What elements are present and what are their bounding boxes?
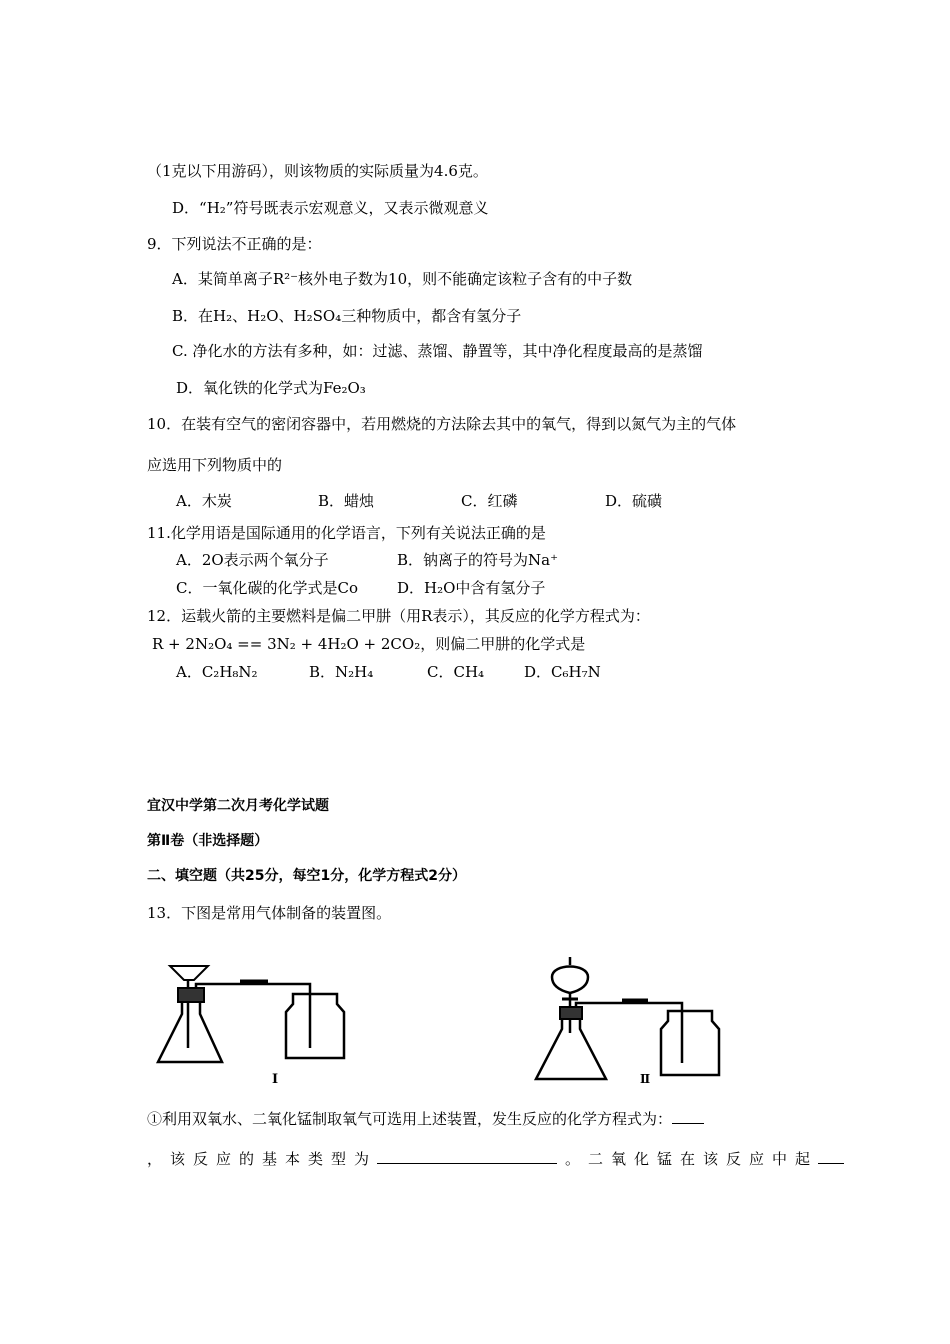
conical-flask-icon [158,1002,222,1062]
q13-line2-text-b: 。二氧化锰在该反应中起 [565,1150,819,1168]
funnel-icon [170,966,208,980]
q13-line1-text: ①利用双氧水、二氧化锰制取氧气可选用上述装置，发生反应的化学方程式为： [147,1110,673,1128]
q9-option-b: B．在H₂、H₂O、H₂SO₄三种物质中，都含有氢分子 [172,307,522,325]
q9-option-d: D．氧化铁的化学式为Fe₂O₃ [176,379,366,397]
q12-equation: R + 2N₂O₄ == 3N₂ + 4H₂O + 2CO₂，则偏二甲肼的化学式是 [152,635,586,653]
q9-stem: 9．下列说法不正确的是： [147,235,322,253]
apparatus-figure-2 [522,955,732,1088]
q10-option-a: A．木炭 [176,492,232,510]
q12-stem: 12．运载火箭的主要燃料是偏二甲肼（用R表示），其反应的化学方程式为： [147,607,650,625]
section-heading: 二、填空题（共25分，每空1分，化学方程式2分） [147,868,466,884]
apparatus-2-drawing [536,957,719,1079]
equation-blank[interactable] [672,1109,704,1124]
q11-stem: 11.化学用语是国际通用的化学语言，下列有关说法正确的是 [147,524,546,542]
stopper [178,988,204,1002]
q10-option-c: C．红磷 [461,492,518,510]
q11-option-c: C．一氧化碳的化学式是Co [176,579,358,597]
reaction-type-blank[interactable] [377,1149,557,1164]
fig2-label: Ⅱ [640,1072,651,1086]
fig1-label: Ⅰ [272,1072,279,1087]
q8-continuation: （1克以下用游码），则该物质的实际质量为4.6克。 [147,162,488,180]
apparatus-1-drawing [158,966,344,1062]
q12-option-d: D．C₆H₇N [524,663,601,681]
q10-stem-line2: 应选用下列物质中的 [147,456,283,474]
mno2-role-blank[interactable] [818,1149,844,1164]
school-title: 宜汉中学第二次月考化学试题 [147,798,329,814]
q13-stem: 13．下图是常用气体制备的装置图。 [147,904,392,922]
part-title: 第Ⅱ卷（非选择题） [147,833,269,849]
q11-option-d: D．H₂O中含有氢分子 [397,579,546,597]
q13-line2-text-a: ，该反应的基本类型为 [147,1150,378,1168]
q11-option-a: A．2O表示两个氧分子 [176,551,329,569]
stopper [560,1007,582,1019]
q12-option-c: C．CH₄ [427,663,485,681]
separatory-funnel-icon [552,967,588,994]
apparatus-figure-1 [150,958,360,1088]
q11-option-b: B．钠离子的符号为Na⁺ [397,551,559,569]
q12-option-a: A．C₂H₈N₂ [176,663,258,681]
q10-option-d: D．硫磺 [605,492,663,510]
q9-option-a: A．某简单离子R²⁻核外电子数为10，则不能确定该粒子含有的中子数 [172,270,633,288]
q13-line2 [147,1149,844,1169]
q10-option-b: B．蜡烛 [318,492,375,510]
q9-option-c: C. 净化水的方法有多种，如：过滤、蒸馏、静置等，其中净化程度最高的是蒸馏 [172,342,703,360]
q10-stem-line1: 10．在装有空气的密闭容器中，若用燃烧的方法除去其中的氧气，得到以氮气为主的气体 [147,415,737,433]
gas-bottle-icon [286,994,344,1058]
q8-option-d: D．“H₂”符号既表示宏观意义，又表示微观意义 [172,199,489,217]
q12-option-b: B．N₂H₄ [309,663,374,681]
gas-bottle-icon [661,1011,719,1075]
q13-line1 [147,1109,704,1129]
